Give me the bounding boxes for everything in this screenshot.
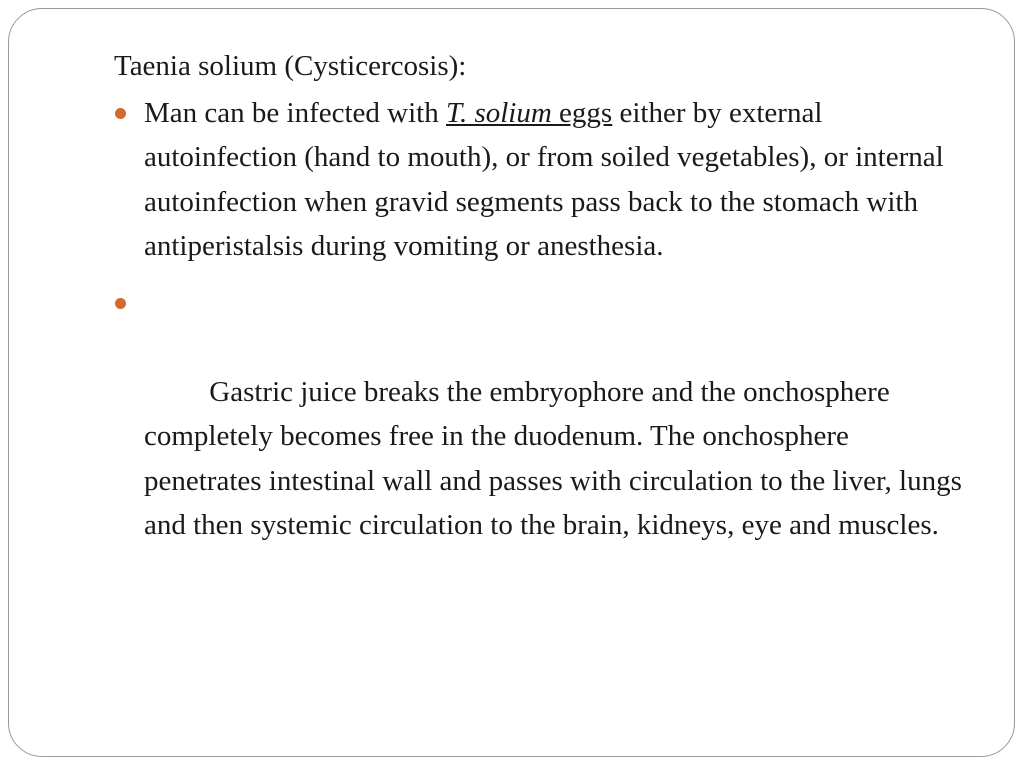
bullet-dot-icon — [115, 298, 126, 309]
slide-content — [114, 44, 970, 604]
bullet-item-gastric — [114, 281, 970, 593]
bullet-text: Gastric juice breaks the embryophore and the onchosphere completely becomes free in the duodenum. The onchosphere penetrates intestinal wall and passes with circulation to the liver, lungs and then systemic circulation to the brain, kidneys, eye and muscles. — [144, 375, 970, 541]
bullet-text-post: either by external autoinfection (hand to mouth), or from soiled vegetables), or internal autoinfection when gravid segments pass back to the stomach with antiperistalsis during vomiting or anesthesia. — [144, 96, 944, 262]
slide-heading: Taenia solium (Cysticercosis): — [114, 50, 467, 82]
bullet-dot-icon — [115, 108, 126, 119]
eggs-word: eggs — [559, 96, 613, 129]
bullet-item-infection — [114, 91, 964, 269]
bullet-text-pre: Man can be infected with — [144, 96, 446, 129]
species-name: T. solium — [445, 96, 560, 129]
